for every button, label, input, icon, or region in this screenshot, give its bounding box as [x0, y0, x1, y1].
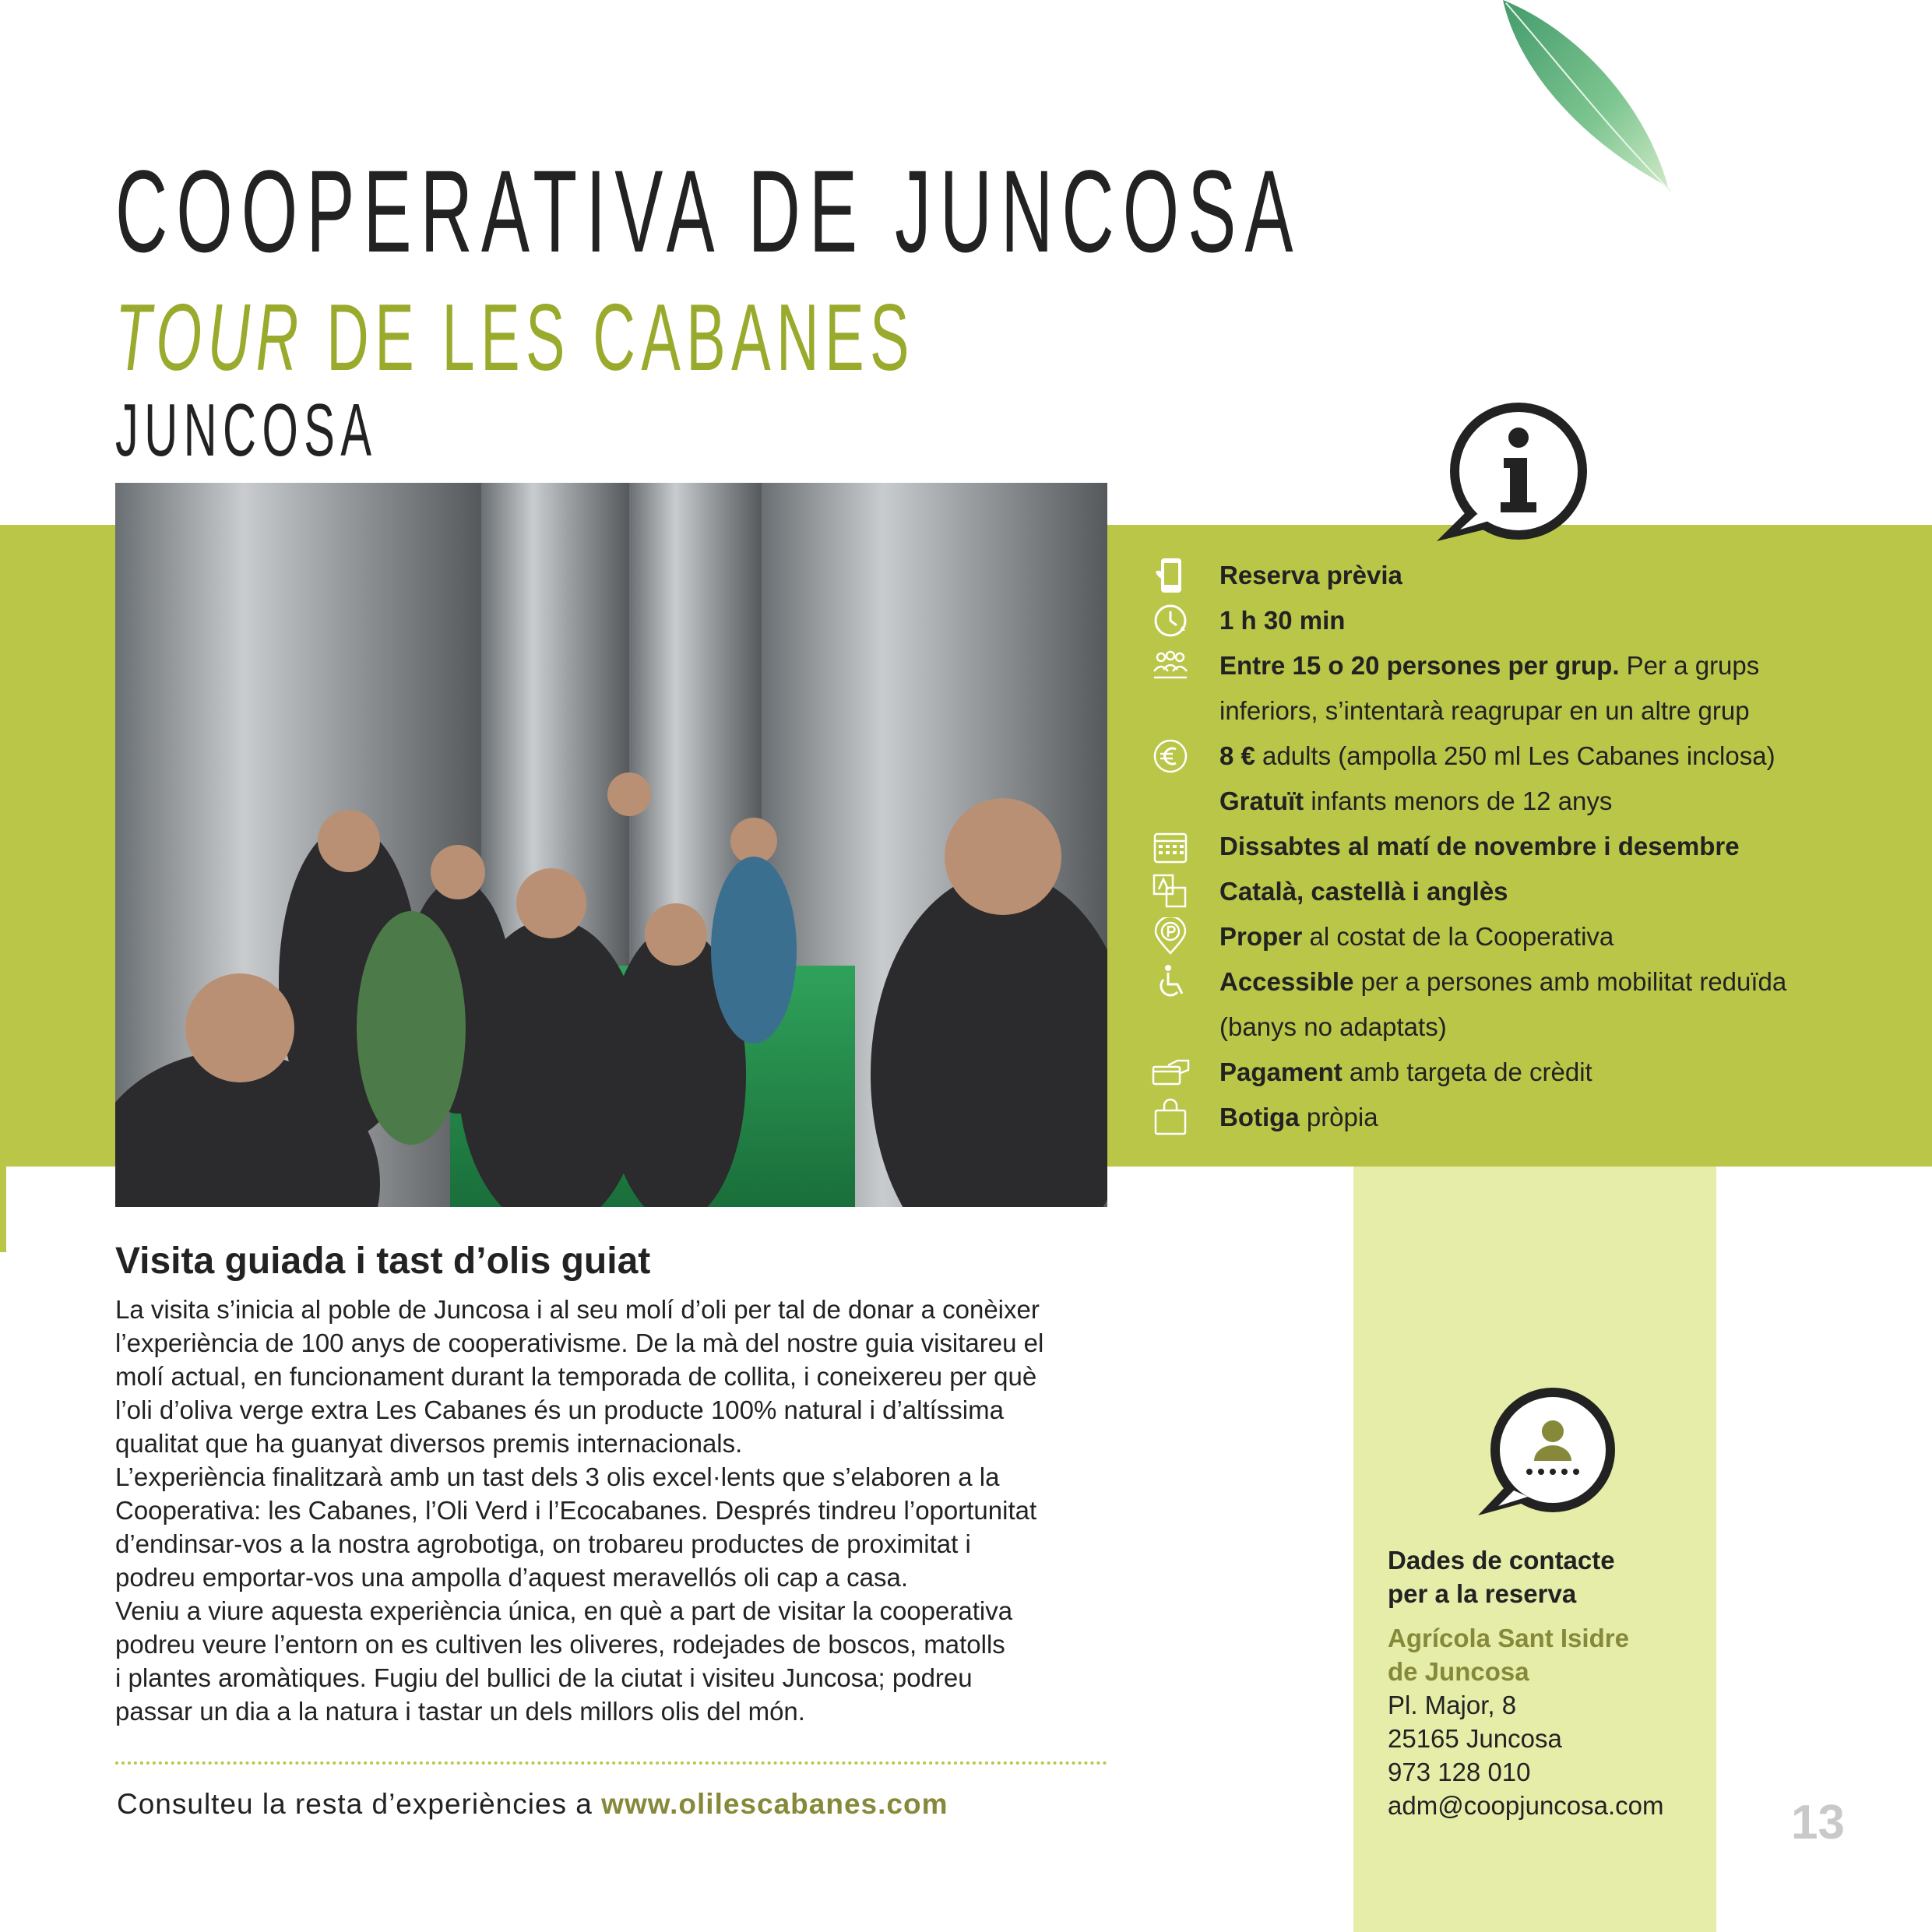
info-item-booking: Reserva prèvia [1151, 553, 1867, 598]
calendar-icon [1151, 827, 1190, 866]
page-subtitle: TOUR DE LES CABANES [115, 284, 915, 390]
body-line: podreu veure l’entorn on es cultiven les oliveres, rodejades de boscos, matolls [115, 1630, 1005, 1659]
body-line: molí actual, en funcionament durant la temporada de collita, i coneixereu per què [115, 1362, 1037, 1391]
parking-icon [1151, 917, 1190, 956]
website-link[interactable]: www.olilescabanes.com [601, 1788, 948, 1820]
body-line: Veniu a viure aquesta experiència única, en què a part de visitar la cooperativa [115, 1596, 1013, 1625]
card-payment-icon [1151, 1053, 1190, 1092]
footer-note: Consulteu la resta d’experiències a www.olilescabanes.com [117, 1788, 948, 1820]
body-line: passar un dia a la natura i tastar un dels millors olis del món. [115, 1697, 805, 1726]
band-edge [0, 1167, 6, 1252]
info-item-group-note: inferiors, s’intentarà reagrupar en un altre grup [1219, 696, 1750, 725]
euro-icon [1151, 737, 1190, 776]
info-item-shop: Botiga pròpia [1151, 1095, 1867, 1140]
body-line: i plantes aromàtiques. Fugiu del bullici de la ciutat i visiteu Juncosa; podreu [115, 1663, 973, 1692]
body-line: l’experiència de 100 anys de cooperativisme. De la mà del nostre guia visitareu el [115, 1328, 1044, 1357]
page-number: 13 [1791, 1796, 1845, 1849]
contact-organization: Agrícola Sant Isidre de Juncosa [1388, 1624, 1629, 1686]
language-icon [1151, 872, 1190, 911]
info-item-accessible: Accessible per a persones amb mobilitat reduïda [1151, 959, 1867, 1005]
info-item-duration: 1 h 30 min [1151, 598, 1867, 643]
dotted-divider [115, 1761, 1107, 1765]
description-text [115, 1293, 1107, 1728]
body-line: L’experiència finalitzarà amb un tast dels 3 olis excel·lents que s’elaboren a la [115, 1462, 1000, 1491]
info-item-accessible-note: (banys no adaptats) [1219, 1012, 1447, 1041]
clock-icon [1151, 601, 1190, 640]
info-item-price: 8 € adults (ampolla 250 ml Les Cabanes inclosa) [1151, 734, 1867, 779]
accessibility-icon [1151, 962, 1190, 1001]
phone-icon [1151, 556, 1190, 595]
body-line: l’oli d’oliva verge extra Les Cabanes és un producte 100% natural i d’altíssima [115, 1395, 1004, 1424]
section-title: Visita guiada i tast d’olis guiat [115, 1240, 651, 1282]
olive-leaf-illustration [1487, 0, 1682, 202]
info-item-schedule: Dissabtes al matí de novembre i desembre [1151, 824, 1867, 869]
contact-person-icon [1478, 1386, 1618, 1519]
info-item-free: Gratuït infants menors de 12 anys [1219, 787, 1613, 815]
contact-postcode: 25165 Juncosa [1388, 1724, 1562, 1753]
info-item-group-size: Entre 15 o 20 persones per grup. Per a grups [1151, 643, 1867, 688]
body-line: podreu emportar-vos una ampolla d’aquest meravellós oli cap a casa. [115, 1563, 909, 1592]
town-name: JUNCOSA [115, 389, 378, 472]
contact-phone[interactable]: 973 128 010 [1388, 1758, 1531, 1786]
contact-email[interactable]: adm@coopjuncosa.com [1388, 1791, 1664, 1820]
group-icon [1151, 646, 1190, 685]
info-item-languages: Català, castellà i anglès [1151, 869, 1867, 914]
shopping-bag-icon [1151, 1098, 1190, 1137]
info-icon [1437, 397, 1592, 549]
body-line: Cooperativa: les Cabanes, l’Oli Verd i l’Ecocabanes. Després tindreu l’oportunitat [115, 1496, 1037, 1525]
contact-heading: Dades de contacte per a la reserva [1388, 1546, 1615, 1608]
body-line: La visita s’inicia al poble de Juncosa i al seu molí d’oli per tal de donar a conèixer [115, 1295, 1040, 1324]
body-line: d’endinsar-vos a la nostra agrobotiga, on trobareu productes de proximitat i [115, 1529, 971, 1558]
page-title: COOPERATIVA DE JUNCOSA [115, 146, 1302, 276]
body-line: qualitat que ha guanyat diversos premis internacionals. [115, 1429, 743, 1458]
tour-photo [115, 483, 1107, 1207]
contact-details [1388, 1688, 1664, 1822]
info-item-parking: Proper al costat de la Cooperativa [1151, 914, 1867, 959]
info-item-payment: Pagament amb targeta de crèdit [1151, 1050, 1867, 1095]
contact-address: Pl. Major, 8 [1388, 1691, 1517, 1719]
